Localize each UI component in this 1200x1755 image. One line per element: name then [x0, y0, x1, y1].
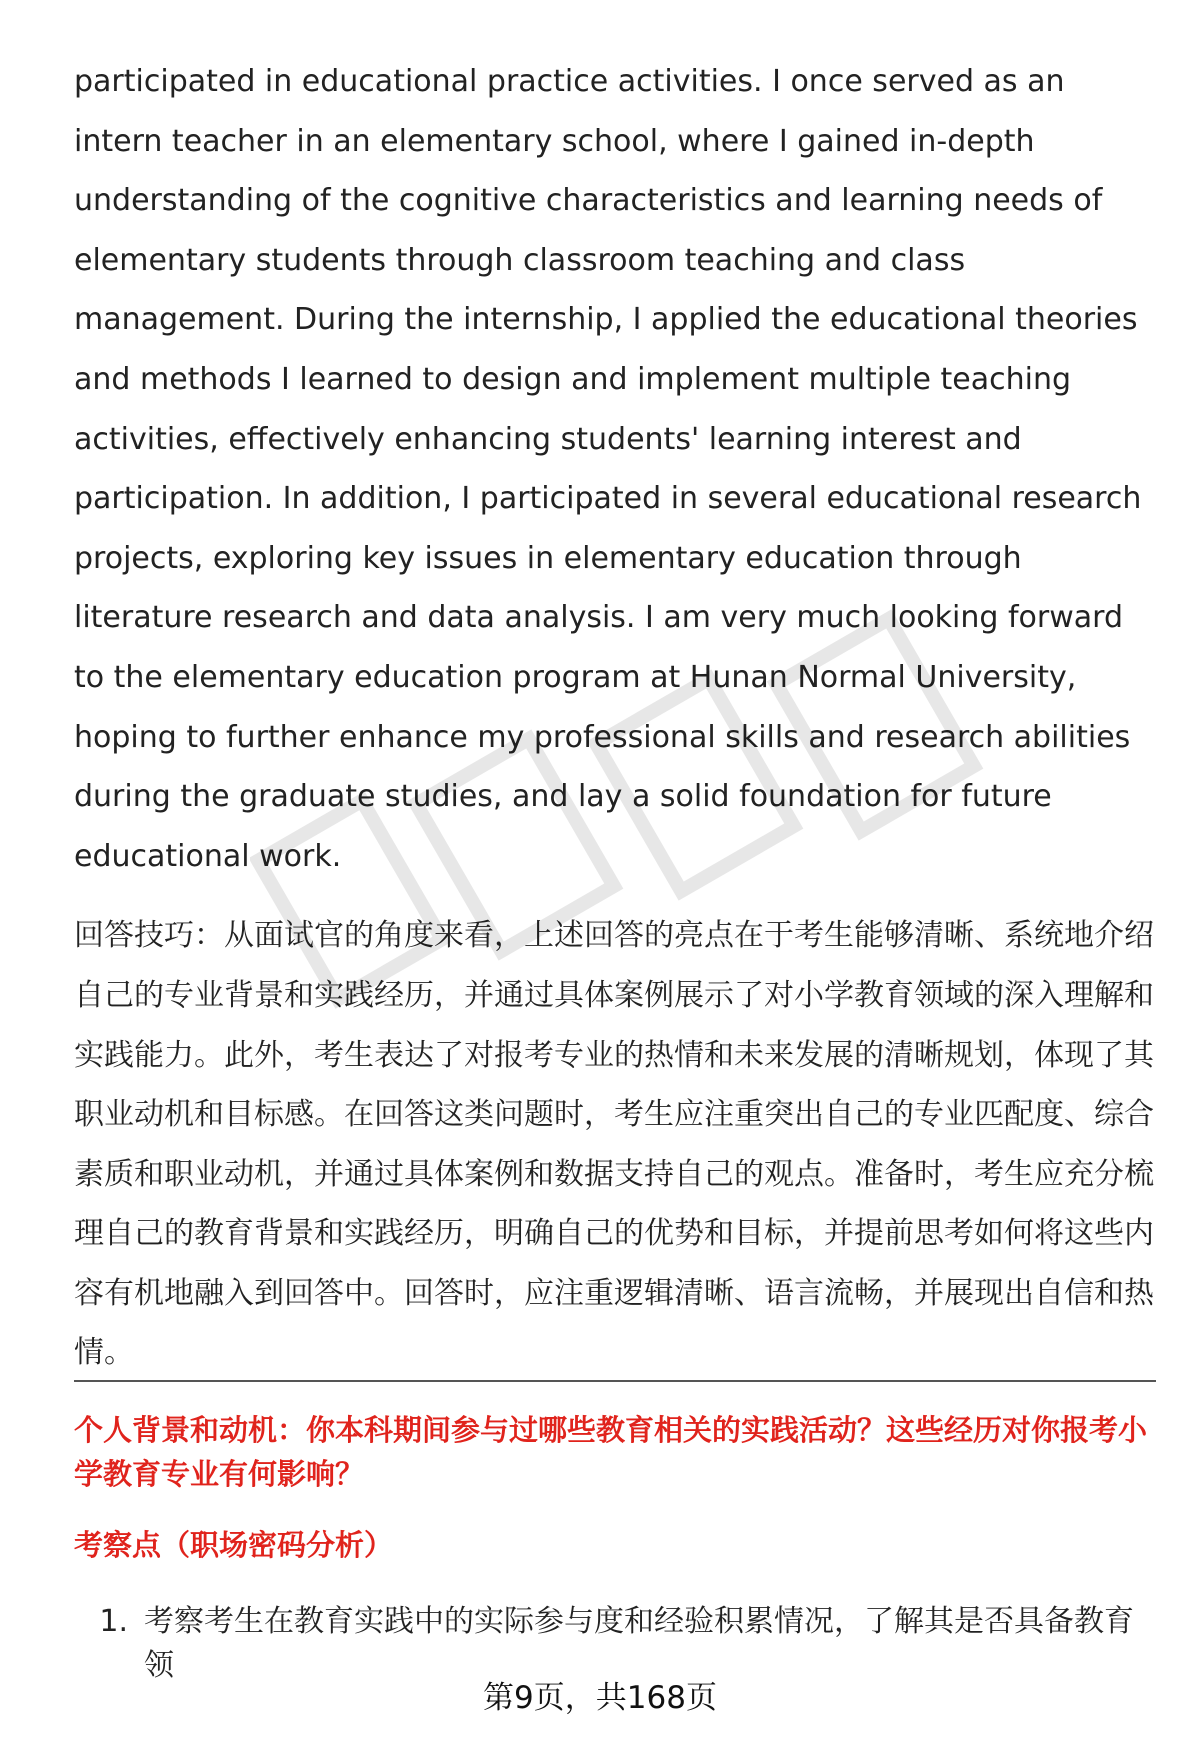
- question-heading: [74, 1408, 1156, 1496]
- tips-label: 回答技巧：: [74, 918, 224, 954]
- question-text: 你本科期间参与过哪些教育相关的实践活动？这些经历对你报考小学教育专业有何影响？: [74, 1413, 1148, 1491]
- analysis-title: 考察点（职场密码分析）: [74, 1528, 394, 1562]
- question-category: 个人背景和动机：: [74, 1413, 307, 1447]
- analysis-list: [74, 1600, 1156, 1688]
- answer-tips-paragraph: [74, 906, 1156, 1383]
- page-footer: 第9页，共168页: [483, 1680, 717, 1716]
- list-item: [74, 1600, 1156, 1688]
- list-item-text: 考察考生在教育实践中的实际参与度和经验积累情况，了解其是否具备教育领: [144, 1604, 1134, 1683]
- tips-text: 从面试官的角度来看，上述回答的亮点在于考生能够清晰、系统地介绍自己的专业背景和实践经历，并通过具体案例展示了对小学教育领域的深入理解和实践能力。此外，考生表达了对报考专业的热情和未来发展的清晰规划，体现了其职业动机和目标感。在回答这类问题时，考生应注重突出自己的专业匹配度、综合素质和职业动机，并通过具体案例和数据支持自己的观点。准备时，考生应充分梳理自己的教育背景和实践经历，明确自己的优势和目标，并提前思考如何将这些内容有机地融入到回答中。回答时，应注重逻辑清晰、语言流畅，并展现出自信和热情。: [74, 918, 1154, 1371]
- section-divider: [74, 1380, 1156, 1382]
- document-page: [74, 52, 1156, 1383]
- list-item-number: 1.: [99, 1604, 128, 1639]
- answer-paragraph-en: participated in educational practice activities. I once served as an intern teacher in an elementary school, where I gained in-depth understanding of the cognitive characteristics and learning needs of elementary students through classroom teaching and class management. During the internship, I applied the educational theories and methods I learned to design and implement multiple teaching activities, effectively enhancing students' learning interest and participation. In addition, I participated in several educational research projects, exploring key issues in elementary education through literature research and data analysis. I am very much looking forward to the elementary education program at Hunan Normal University, hoping to further enhance my professional skills and research abilities during the graduate studies, and lay a solid foundation for future educational work.: [74, 64, 1142, 874]
